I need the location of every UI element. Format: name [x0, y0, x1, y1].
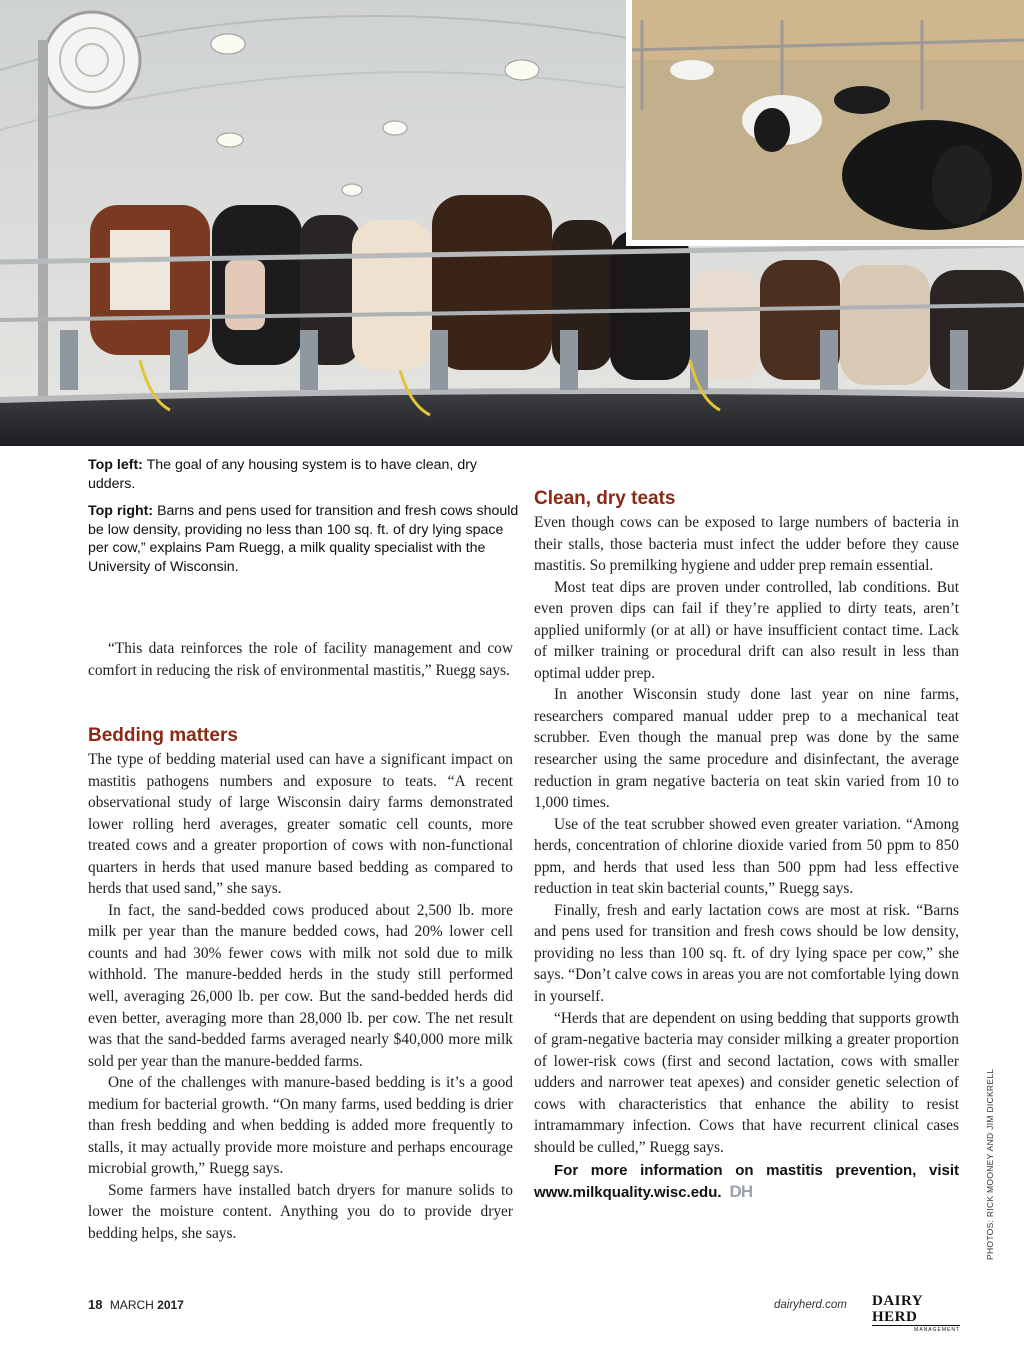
issue-month: MARCH: [109, 1298, 154, 1312]
logo-main-text: DAIRY HERD: [872, 1293, 923, 1325]
page-number: 18: [88, 1297, 103, 1312]
website-url: dairyherd.com: [774, 1299, 847, 1311]
barn-pen-photo: [626, 0, 1024, 246]
body-paragraph: Even though cows can be exposed to large numbers of bacteria in their stalls, those bacteria must infect the udder before they cause mastitis. So premilking hygiene and udder prep remain essential.: [534, 514, 959, 575]
heading-bedding-matters: Bedding matters: [88, 725, 238, 746]
body-paragraph: “Herds that are dependent on using bedding that supports growth of gram-negative bacteria may consider milking a greater proportion of lower-risk cows (first and second lactation, cows with smaller udders and narrower teat apexes) and consider genetic selection of cows with characteristics that enhance the ability to resist intramammary infection. Cows that have recurrent clinical cases should be culled,” Ruegg says.: [534, 1009, 959, 1156]
dh-end-mark: DH: [729, 1182, 753, 1202]
logo-sub-text: MANAGEMENT: [872, 1325, 960, 1333]
intro-paragraph: “This data reinforces the role of facility management and cow comfort in reducing the risk of environmental mastitis,” Ruegg says.: [88, 640, 513, 679]
body-paragraph: The type of bedding material used can have a significant impact on mastitis pathogens numbers and exposure to teats. “A recent observational study of large Wisconsin dairy farms demonstrated lower rolling herd averages, greater somatic cell counts, more treated cows and a greater proportion of cows with non-functional quarters in herds that used manure based bedding as compared to herds that used sand,” she says.: [88, 751, 513, 898]
body-paragraph: Use of the teat scrubber showed even greater variation. “Among herds, concentration of chlorine dioxide varied from 50 ppm to 850 ppm, and herds that used less than 500 ppm had less effective reduction in teat skin bacterial counts,” Ruegg says.: [534, 815, 959, 898]
left-column-intro: [88, 638, 513, 681]
heading-clean-dry-teats: Clean, dry teats: [534, 488, 676, 509]
bedding-body: [88, 749, 513, 1245]
issue-year: 2017: [157, 1298, 184, 1312]
right-column: [534, 512, 959, 1203]
more-info-link: For more information on mastitis prevention, visit www.milkquality.wisc.edu. DH: [534, 1162, 959, 1202]
body-paragraph: In fact, the sand-bedded cows produced about 2,500 lb. more milk per year than the manure bedded cows, had 20% lower cell counts and had 30% fewer cows with milk not sold due to milk withhold. The manure-bedded herds in the study still performed well, averaging 26,000 lb. per cow. But the sand-bedded herds did even better, averaging more than 28,000 lb. per cow. The net result was that the sand-bedded farms averaged nearly $40,000 more milk sold per year than the manure-bedded farms.: [88, 901, 513, 1070]
body-paragraph: Most teat dips are proven under controlled, lab conditions. But even proven dips can fail if they’re applied to dirty teats, aren’t applied uniformly (or at all) or have insufficient contact time. Lack of milker training or procedural drift can also result in less than optimal udder prep.: [534, 578, 959, 682]
dairy-herd-logo: [872, 1293, 960, 1333]
body-paragraph: Finally, fresh and early lactation cows are most at risk. “Barns and pens used for transition and fresh cows should be low density, providing no less than 100 sq. ft. of dry lying space per cow,” she says. “Don’t calve cows in areas you are not comfortable lying down in yourself.: [534, 901, 959, 1006]
caption-top-right: Top right: Barns and pens used for transition and fresh cows should be low density, providing no less than 100 sq. ft. of dry lying space per cow,” explains Pam Ruegg, a milk quality specialist with the University of Wisconsin.: [88, 503, 519, 575]
caption-top-left: Top left: The goal of any housing system is to have clean, dry udders.: [88, 457, 478, 492]
body-paragraph: One of the challenges with manure-based bedding is it’s a good medium for bacterial growth. “On many farms, used bedding is drier than fresh bedding and when bedding is added more frequently to stalls, it may actually provide more moisture and perhaps encourage microbial growth,” Ruegg says.: [88, 1074, 513, 1178]
photo-captions: [88, 456, 520, 585]
ceiling-fan: [44, 12, 140, 108]
page-folio: [88, 1297, 184, 1312]
body-paragraph: Some farmers have installed batch dryers for manure solids to lower the moisture content. Anything you do to provide dryer bedding helps, she says.: [88, 1181, 513, 1243]
photo-credit: PHOTOS: RICK MOONEY AND JIM DICKRELL: [985, 1068, 995, 1260]
body-paragraph: In another Wisconsin study done last year on nine farms, researchers compared manual udder prep to a mechanical teat scrubber. Even though the manual prep was done by the same researcher using the same procedure and disinfectant, the average reduction in gram negative bacteria on teat skin varied from 10 to 1,000 times.: [534, 686, 959, 812]
